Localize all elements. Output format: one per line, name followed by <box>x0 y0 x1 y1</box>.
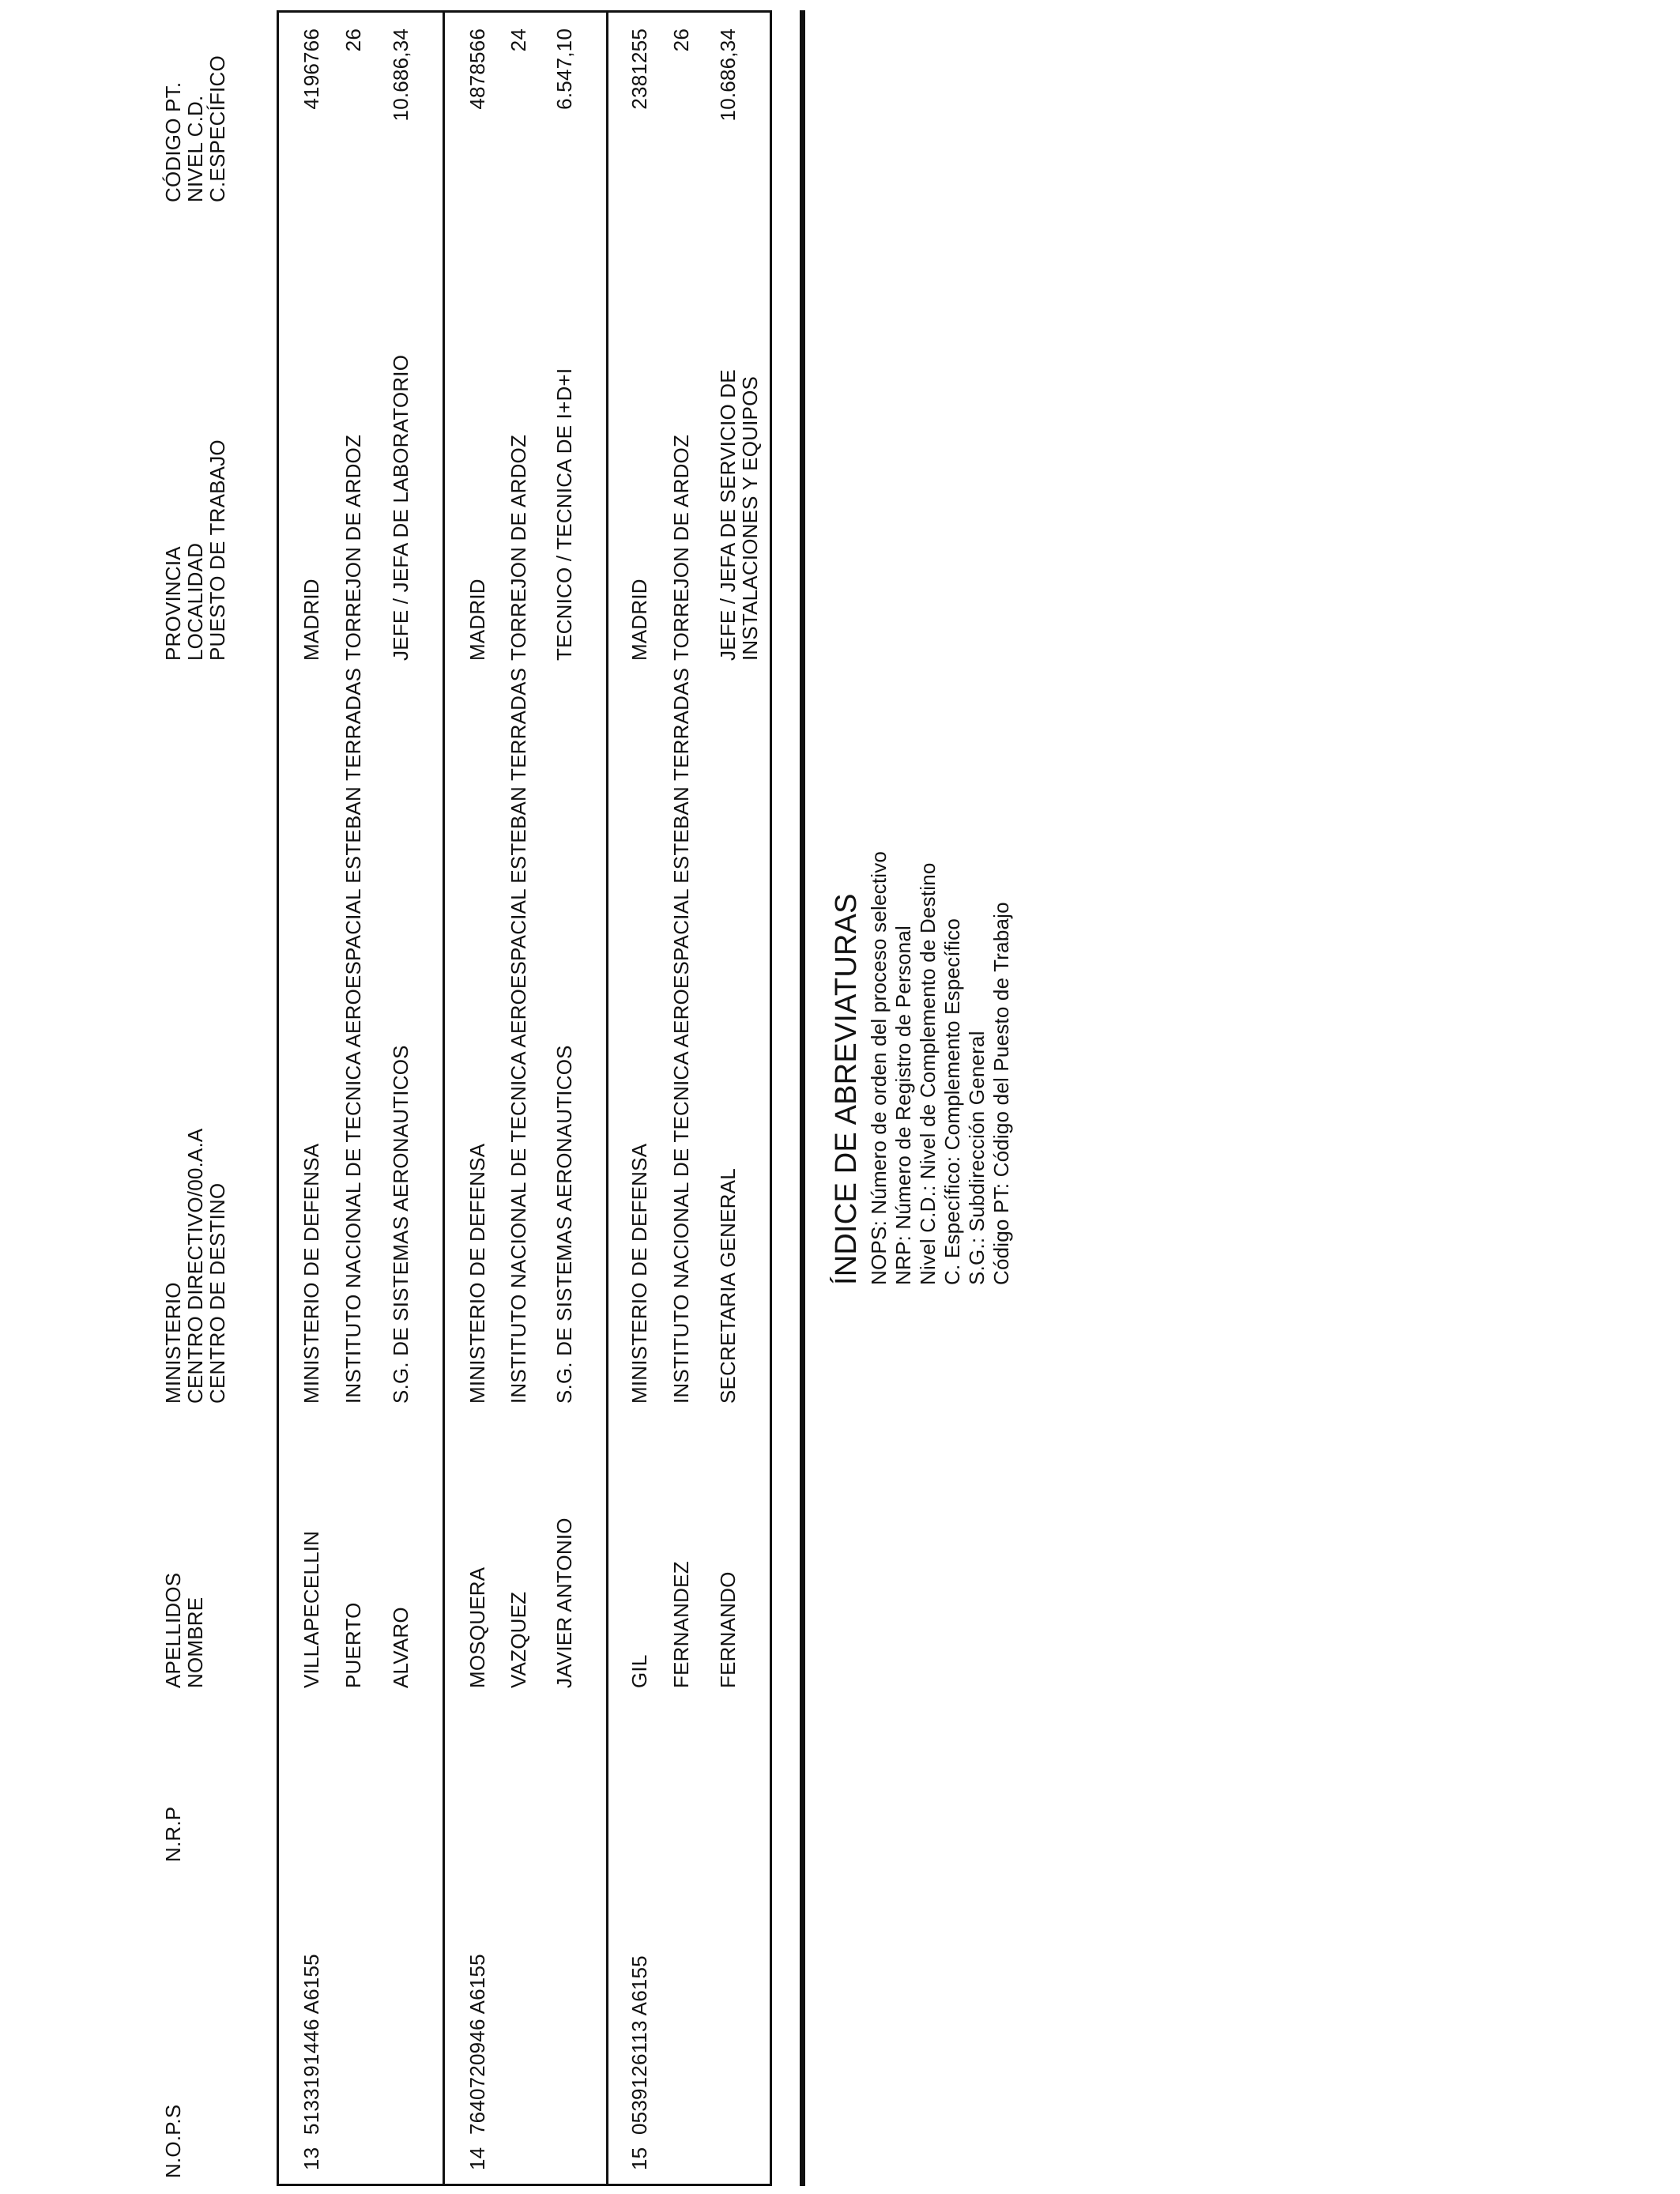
row-14-nops: 14 <box>465 2147 489 2170</box>
table-border-top <box>277 10 279 2186</box>
abreviatura-item: Código PT: Código del Puesto de Trabajo <box>989 902 1013 1285</box>
row-14-nivel-cd: 24 <box>507 28 530 52</box>
table-border-bottom <box>770 10 772 2186</box>
row-13-provincia: MADRID <box>299 579 323 661</box>
row-13-localidad: TORREJON DE ARDOZ <box>341 434 365 661</box>
row-14-nrp: 7640720946 A6155 <box>465 1954 489 2135</box>
row-15-puesto-line2: INSTALACIONES Y EQUIPOS <box>738 375 762 661</box>
row-15-puesto-line1: JEFE / JEFA DE SERVICIO DE <box>716 369 740 661</box>
row-14-c-especifico: 6.547,10 <box>552 28 576 110</box>
row-14-puesto: TECNICO / TECNICA DE I+D+I <box>552 368 576 661</box>
row-15-localidad: TORREJON DE ARDOZ <box>669 434 693 661</box>
header-centro-destino: CENTRO DE DESTINO <box>205 1182 229 1404</box>
row-14-centro-destino: S.G. DE SISTEMAS AERONAUTICOS <box>552 1045 576 1404</box>
row-15-centro-directivo: INSTITUTO NACIONAL DE TECNICA AEROESPACIAL ESTEBAN TERRADAS <box>669 667 693 1404</box>
header-codigo-pt: CÓDIGO PT. <box>161 81 185 202</box>
abreviatura-item: NRP: Número de Registro de Personal <box>891 925 915 1285</box>
table-border-right <box>277 10 772 13</box>
row-13-apellido2: PUERTO <box>341 1602 365 1688</box>
header-localidad: LOCALIDAD <box>183 542 207 661</box>
row-divider-1 <box>443 10 445 2186</box>
row-13-nombre: ALVARO <box>389 1607 412 1688</box>
row-13-nops: 13 <box>299 2147 323 2170</box>
row-13-centro-destino: S.G. DE SISTEMAS AERONAUTICOS <box>389 1045 412 1404</box>
row-15-centro-destino: SECRETARIA GENERAL <box>716 1168 740 1404</box>
row-15-apellido2: FERNANDEZ <box>669 1561 693 1688</box>
row-13-apellido1: VILLAPECELLIN <box>299 1530 323 1688</box>
row-15-codigo-pt: 2381255 <box>627 28 651 110</box>
row-14-ministerio: MINISTERIO DE DEFENSA <box>465 1143 489 1404</box>
separator-rule <box>800 10 805 2186</box>
row-14-provincia: MADRID <box>465 579 489 661</box>
row-13-puesto: JEFE / JEFA DE LABORATORIO <box>389 354 412 661</box>
row-13-nivel-cd: 26 <box>341 28 365 52</box>
header-nombre: NOMBRE <box>183 1596 207 1688</box>
header-nops: N.O.P.S <box>161 2104 185 2178</box>
header-apellidos: APELLIDOS <box>161 1572 185 1688</box>
row-15-apellido1: GIL <box>627 1654 651 1688</box>
abreviatura-item: S.G.: Subdirección General <box>965 1031 989 1285</box>
row-divider-2 <box>606 10 608 2186</box>
row-14-nombre: JAVIER ANTONIO <box>552 1517 576 1688</box>
row-14-codigo-pt: 4878566 <box>465 28 489 110</box>
abreviatura-item: C. Específico: Complemento Específico <box>940 918 964 1285</box>
header-ministerio: MINISTERIO <box>161 1282 185 1404</box>
row-14-apellido1: MOSQUERA <box>465 1566 489 1688</box>
row-14-centro-directivo: INSTITUTO NACIONAL DE TECNICA AEROESPACIAL ESTEBAN TERRADAS <box>507 667 530 1404</box>
row-13-codigo-pt: 4196766 <box>299 28 323 110</box>
row-15-nombre: FERNANDO <box>716 1571 740 1688</box>
row-13-ministerio: MINISTERIO DE DEFENSA <box>299 1143 323 1404</box>
row-14-localidad: TORREJON DE ARDOZ <box>507 434 530 661</box>
abreviatura-item: Nivel C.D.: Nivel de Complemento de Destino <box>916 862 940 1285</box>
abreviatura-item: NOPS: Número de orden del proceso selectivo <box>867 850 891 1285</box>
row-15-nops: 15 <box>627 2147 651 2170</box>
header-provincia: PROVINCIA <box>161 546 185 661</box>
row-15-provincia: MADRID <box>627 579 651 661</box>
row-15-c-especifico: 10.686,34 <box>716 28 740 122</box>
header-nivel-cd: NIVEL C.D. <box>183 95 207 202</box>
row-15-nrp: 0539126113 A6155 <box>627 1955 651 2135</box>
header-nrp: N.R.P <box>161 1806 185 1862</box>
row-15-nivel-cd: 26 <box>669 28 693 52</box>
header-c-especifico: C.ESPECÍFICO <box>205 55 229 202</box>
table-border-left <box>277 2184 772 2186</box>
row-15-ministerio: MINISTERIO DE DEFENSA <box>627 1143 651 1404</box>
header-centro-directivo: CENTRO DIRECTIVO/00.A.A <box>183 1128 207 1404</box>
row-13-c-especifico: 10.686,34 <box>389 28 412 122</box>
header-puesto: PUESTO DE TRABAJO <box>205 439 229 661</box>
row-13-centro-directivo: INSTITUTO NACIONAL DE TECNICA AEROESPACIAL ESTEBAN TERRADAS <box>341 667 365 1404</box>
row-14-apellido2: VAZQUEZ <box>507 1591 530 1688</box>
row-13-nrp: 5133191446 A6155 <box>299 1954 323 2135</box>
abreviaturas-title: ÍNDICE DE ABREVIATURAS <box>830 893 863 1285</box>
